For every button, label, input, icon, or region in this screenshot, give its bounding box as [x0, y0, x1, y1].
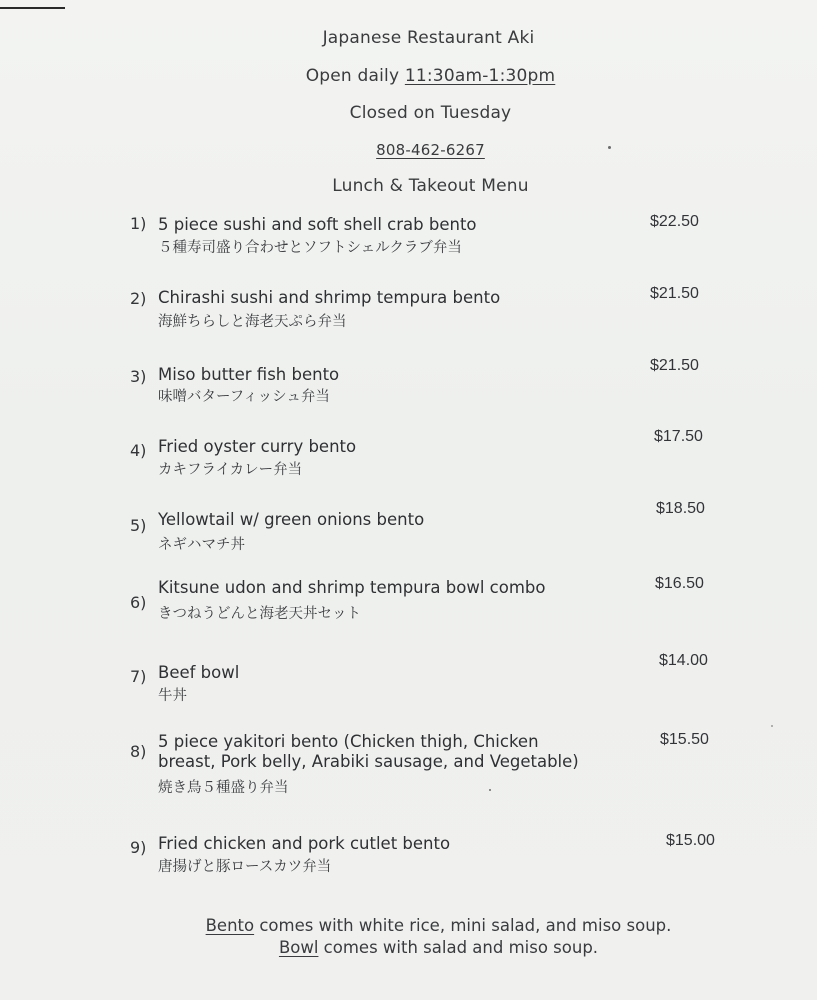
- item-price: $15.50: [660, 731, 709, 748]
- bowl-note: [30, 938, 817, 957]
- menu-title: Lunch & Takeout Menu: [332, 176, 529, 196]
- item-name: 5 piece yakitori bento (Chicken thigh, Chicken: [158, 732, 539, 751]
- item-price: $15.00: [666, 832, 715, 849]
- item-number: 5): [130, 516, 147, 535]
- item-number: 8): [130, 742, 147, 761]
- item-japanese-name: ネギハマチ丼: [158, 537, 245, 553]
- item-number: 7): [130, 667, 147, 686]
- item-name: 5 piece sushi and soft shell crab bento: [158, 215, 477, 234]
- item-number: 1): [130, 214, 147, 233]
- item-price: $17.50: [654, 428, 703, 445]
- item-name: Miso butter fish bento: [158, 365, 340, 384]
- item-price: $16.50: [655, 575, 704, 592]
- item-number: 2): [130, 289, 147, 308]
- item-number: 9): [130, 838, 147, 857]
- restaurant-name: Japanese Restaurant Aki: [322, 28, 535, 48]
- item-name: Fried oyster curry bento: [158, 437, 357, 456]
- closed-day: Closed on Tuesday: [349, 103, 512, 123]
- item-price: $18.50: [656, 500, 705, 517]
- item-number: 4): [130, 441, 147, 460]
- item-japanese-name: ５種寿司盛り合わせとソフトシェルクラブ弁当: [158, 240, 462, 256]
- item-japanese-name: カキフライカレー弁当: [158, 462, 303, 478]
- item-japanese-name: 唐揚げと豚ロースカツ弁当: [158, 859, 332, 875]
- bento-note-text: comes with white rice, mini salad, and miso soup.: [254, 916, 672, 935]
- item-name: Kitsune udon and shrimp tempura bowl combo: [158, 578, 546, 597]
- item-japanese-name: きつねうどんと海老天丼セット: [158, 606, 361, 622]
- paper-speck: [771, 725, 773, 727]
- item-japanese-name: 海鮮ちらしと海老天ぷら弁当: [158, 314, 347, 330]
- item-price: $21.50: [650, 357, 699, 374]
- phone-number-text: 808-462-6267: [376, 141, 485, 159]
- item-japanese-name: 焼き鳥５種盛り弁当: [158, 780, 289, 796]
- phone-number: [22, 141, 817, 159]
- bowl-note-text: comes with salad and miso soup.: [318, 938, 599, 957]
- item-number: 3): [130, 367, 147, 386]
- item-price: $21.50: [650, 285, 699, 302]
- item-name: Fried chicken and pork cutlet bento: [158, 834, 451, 853]
- item-name: Chirashi sushi and shrimp tempura bento: [158, 288, 501, 307]
- bento-word: Bento: [205, 916, 255, 935]
- item-price: $14.00: [659, 652, 708, 669]
- hours-time: 11:30am-1:30pm: [404, 66, 556, 86]
- item-name: Yellowtail w/ green onions bento: [158, 510, 425, 529]
- bowl-word: Bowl: [278, 938, 319, 957]
- item-price: $22.50: [650, 213, 699, 230]
- item-name: Beef bowl: [158, 663, 240, 682]
- paper-speck: [489, 789, 491, 791]
- item-name-continued: breast, Pork belly, Arabiki sausage, and Vegetable): [158, 752, 579, 771]
- item-japanese-name: 牛丼: [158, 688, 187, 704]
- item-japanese-name: 味噌バターフィッシュ弁当: [158, 389, 330, 405]
- item-number: 6): [130, 593, 147, 612]
- hours-prefix: Open daily: [305, 66, 405, 86]
- paper-speck: [608, 146, 611, 149]
- corner-mark: [0, 7, 65, 9]
- bento-note: [30, 916, 817, 935]
- opening-hours: [22, 66, 817, 86]
